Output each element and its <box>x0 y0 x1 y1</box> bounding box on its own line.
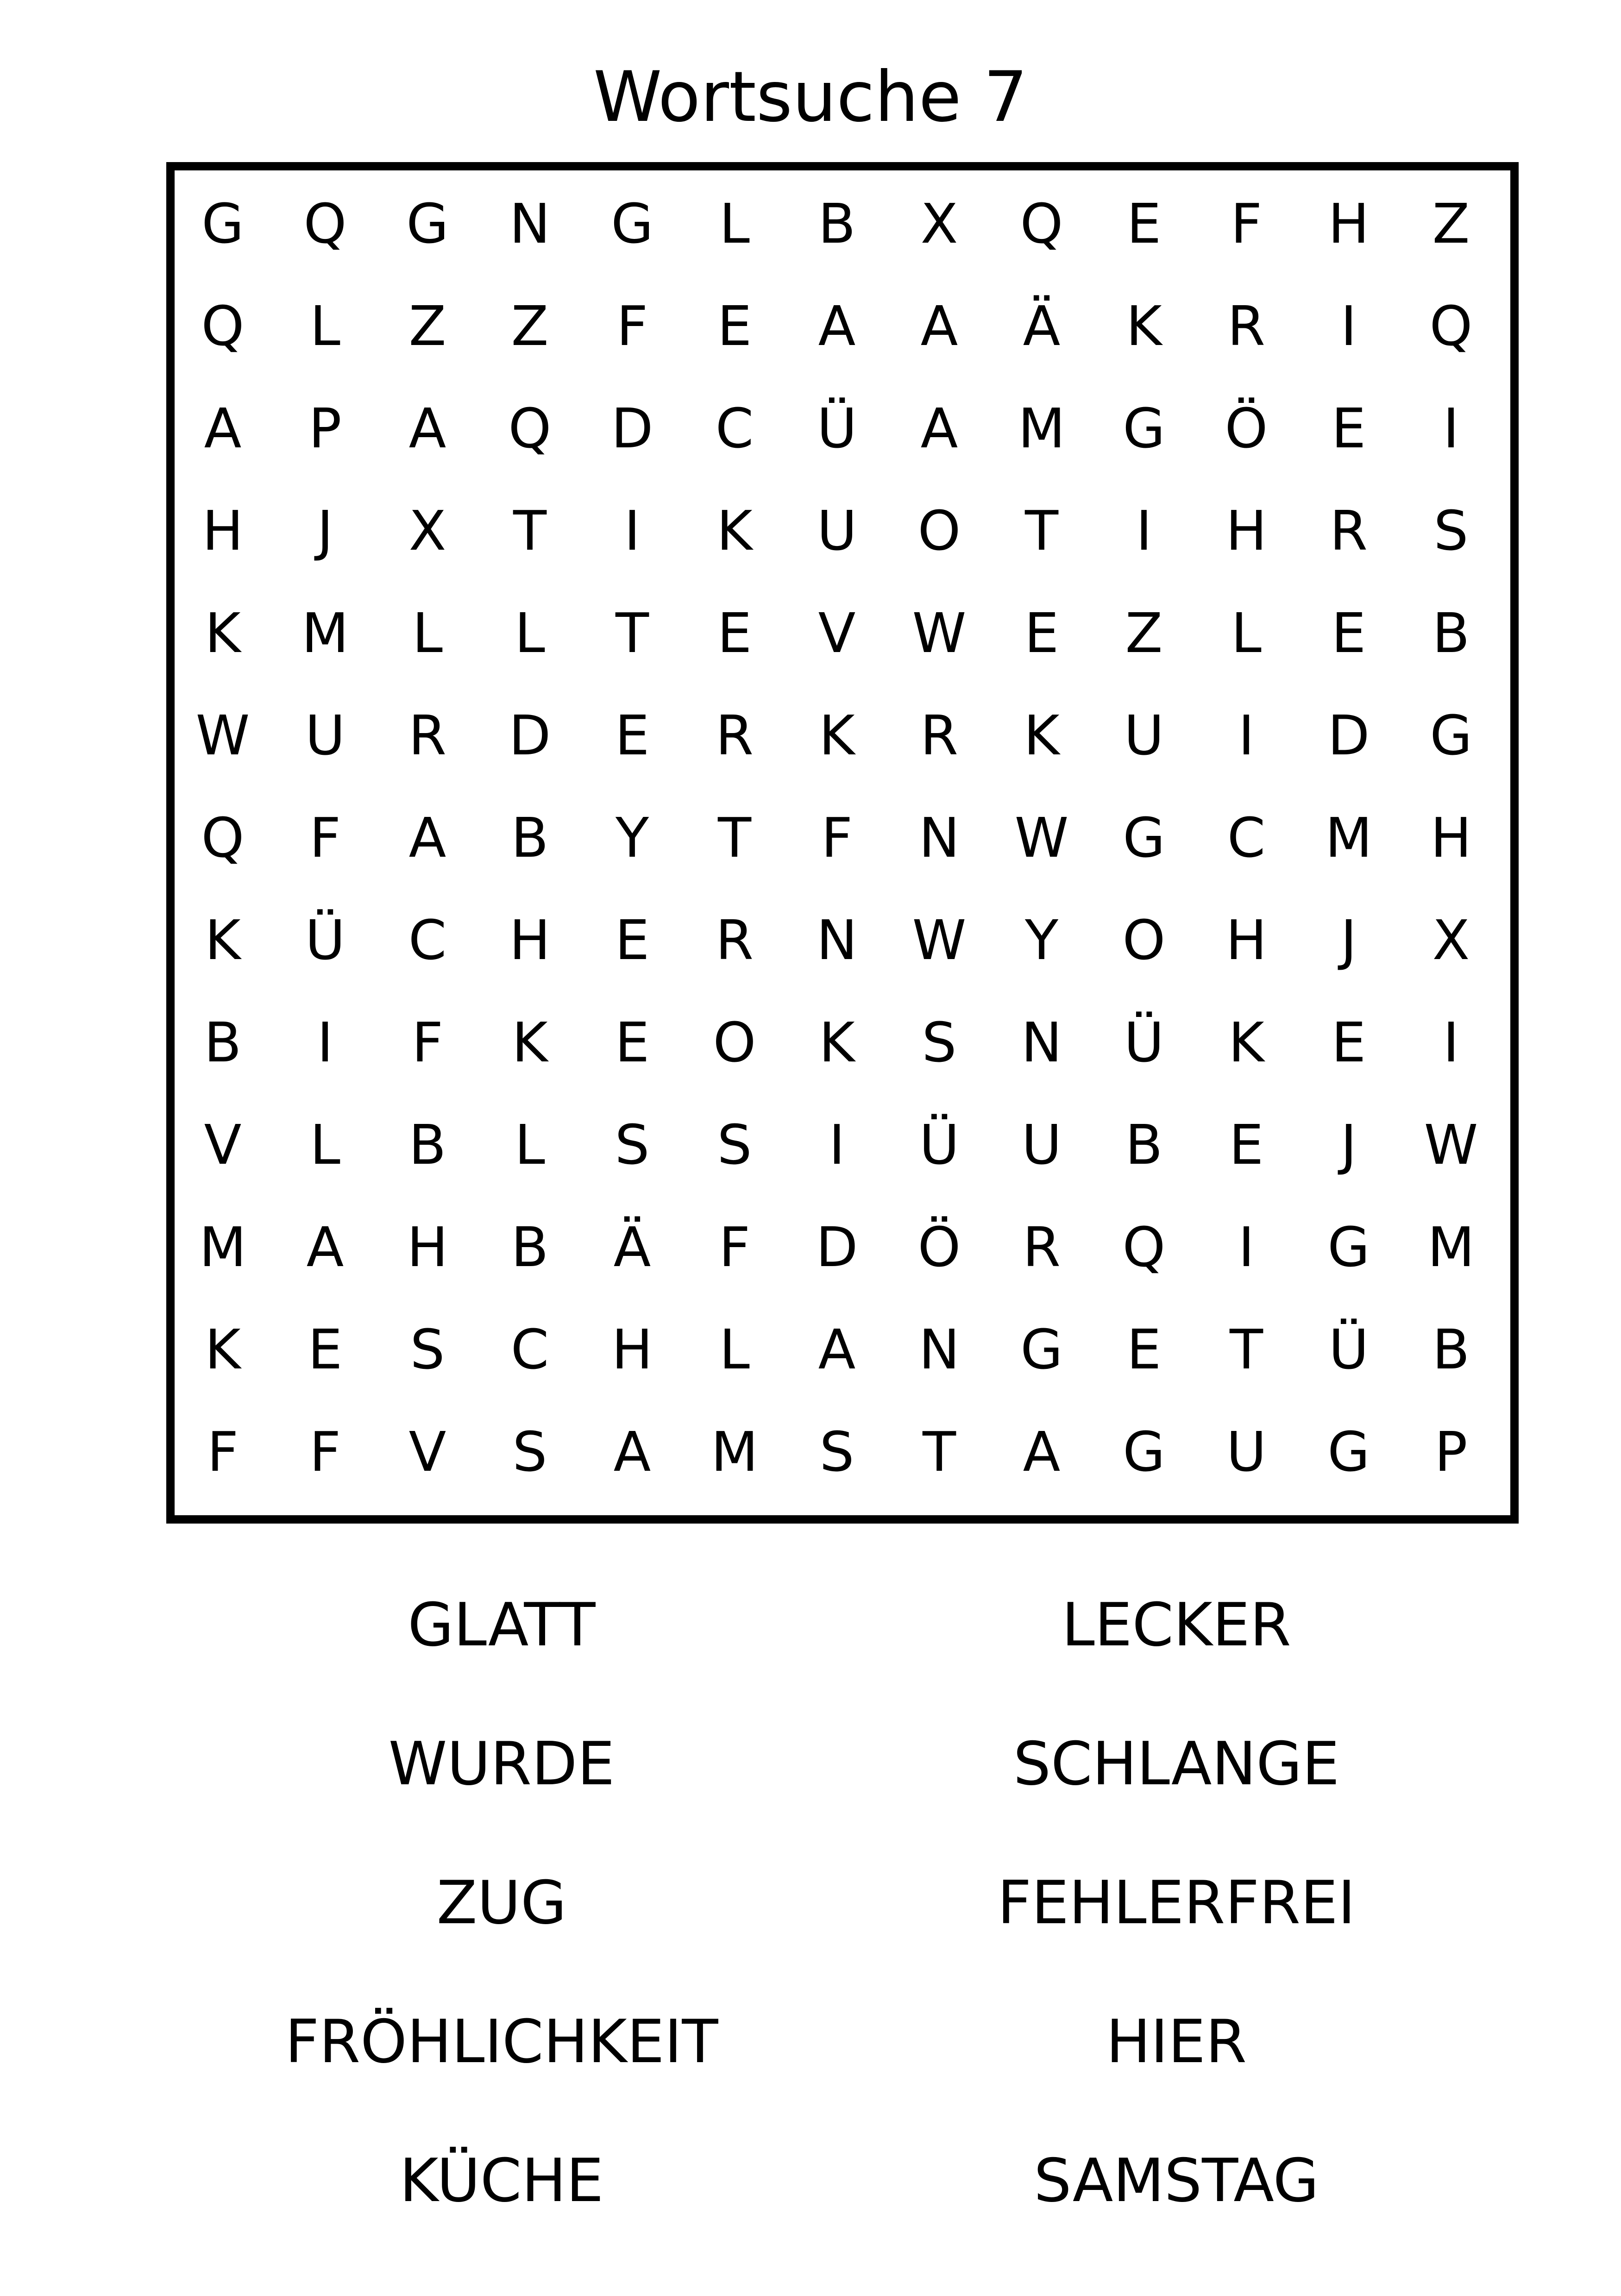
grid-cell: G <box>1123 1420 1165 1484</box>
grid-cell: I <box>1238 703 1255 767</box>
grid-cell: Q <box>201 806 245 870</box>
grid-cell: K <box>205 1317 241 1381</box>
grid-cell: R <box>716 703 754 767</box>
grid-cell: R <box>408 703 446 767</box>
grid-cell: G <box>611 192 653 256</box>
grid-cell: E <box>615 908 650 972</box>
grid-cell: Z <box>408 294 446 358</box>
grid-cell: R <box>1330 499 1368 563</box>
page-title: Wortsuche 7 <box>593 57 1028 138</box>
grid-cell: E <box>1126 1317 1162 1381</box>
grid-cell: U <box>1124 703 1164 767</box>
grid-cell: K <box>512 1010 548 1074</box>
grid-cell: X <box>920 192 958 256</box>
grid-cell: N <box>918 806 960 870</box>
grid-cell: B <box>511 806 549 870</box>
grid-cell: H <box>202 499 244 563</box>
grid-cell: E <box>717 601 752 665</box>
grid-cell: Ü <box>1328 1317 1369 1381</box>
grid-cell: K <box>819 703 855 767</box>
grid-cell: P <box>1434 1420 1468 1484</box>
grid-cell: E <box>1331 396 1366 460</box>
grid-cell: O <box>917 499 961 563</box>
grid-cell: D <box>611 396 653 460</box>
grid-cell: F <box>821 806 853 870</box>
grid-cell: G <box>406 192 449 256</box>
grid-cell: I <box>1443 396 1459 460</box>
grid-cell: Ü <box>919 1113 960 1177</box>
grid-cell: H <box>509 908 551 972</box>
grid-cell: E <box>615 1010 650 1074</box>
grid-cell: L <box>719 192 750 256</box>
grid-cell: W <box>912 601 967 665</box>
grid-cell: H <box>1430 806 1472 870</box>
grid-cell: L <box>719 1317 750 1381</box>
grid-cell: M <box>1325 806 1372 870</box>
grid-cell: Z <box>1125 601 1163 665</box>
grid-cell: B <box>1125 1113 1163 1177</box>
grid-cell: K <box>1126 294 1162 358</box>
grid-cell: F <box>719 1215 750 1279</box>
grid-cell: I <box>317 1010 333 1074</box>
word-list-item: SAMSTAG <box>1034 2146 1319 2215</box>
grid-cell: I <box>624 499 641 563</box>
grid-cell: A <box>818 1317 856 1381</box>
grid-cell: A <box>306 1215 344 1279</box>
grid-cell: F <box>207 1420 239 1484</box>
grid-cell: S <box>410 1317 445 1381</box>
grid-cell: O <box>1122 908 1166 972</box>
grid-cell: T <box>717 806 752 870</box>
grid-cell: T <box>615 601 649 665</box>
grid-cell: E <box>615 703 650 767</box>
grid-cell: C <box>510 1317 549 1381</box>
grid-cell: H <box>1328 192 1370 256</box>
grid-cell: F <box>1231 192 1262 256</box>
grid-cell: W <box>1014 806 1069 870</box>
word-list-item: WURDE <box>388 1730 615 1799</box>
grid-cell: W <box>912 908 967 972</box>
grid-cell: M <box>302 601 349 665</box>
grid-cell: Q <box>1020 192 1063 256</box>
grid-cell: T <box>922 1420 956 1484</box>
grid-cell: N <box>918 1317 960 1381</box>
grid-cell: C <box>1227 806 1266 870</box>
grid-cell: K <box>1024 703 1060 767</box>
grid-cell: I <box>1443 1010 1459 1074</box>
grid-cell: J <box>317 499 333 563</box>
grid-cell: H <box>611 1317 653 1381</box>
grid-cell: K <box>205 601 241 665</box>
grid-cell: D <box>816 1215 858 1279</box>
grid-cell: L <box>515 1113 545 1177</box>
grid-cell: D <box>509 703 551 767</box>
grid-cell: H <box>407 1215 448 1279</box>
grid-cell: Ö <box>917 1215 961 1279</box>
grid-cell: S <box>819 1420 854 1484</box>
grid-cell: N <box>509 192 551 256</box>
grid-cell: T <box>1024 499 1059 563</box>
grid-cell: Z <box>1432 192 1470 256</box>
grid-cell: X <box>1432 908 1470 972</box>
grid-cell: G <box>1123 806 1165 870</box>
grid-cell: G <box>201 192 244 256</box>
grid-cell: Q <box>201 294 245 358</box>
grid-cell: H <box>1225 908 1267 972</box>
grid-cell: K <box>205 908 241 972</box>
grid-cell: N <box>1021 1010 1062 1074</box>
grid-cell: L <box>310 1113 340 1177</box>
grid-cell: P <box>308 396 342 460</box>
grid-cell: E <box>717 294 752 358</box>
grid-cell: X <box>408 499 446 563</box>
grid-cell: Q <box>1122 1215 1166 1279</box>
grid-cell: U <box>817 499 857 563</box>
grid-cell: L <box>1231 601 1262 665</box>
grid-cell: A <box>920 294 958 358</box>
grid-cell: W <box>195 703 250 767</box>
grid-cell: H <box>1225 499 1267 563</box>
grid-cell: M <box>711 1420 758 1484</box>
grid-cell: A <box>1023 1420 1061 1484</box>
grid-cell: R <box>1023 1215 1061 1279</box>
grid-cell: N <box>816 908 858 972</box>
grid-cell: M <box>1427 1215 1475 1279</box>
grid-cell: A <box>818 294 856 358</box>
grid-cell: J <box>1340 908 1357 972</box>
grid-cell: G <box>1430 703 1472 767</box>
grid-cell: Q <box>1429 294 1473 358</box>
grid-cell: K <box>716 499 753 563</box>
grid-cell: D <box>1327 703 1370 767</box>
grid-cell: F <box>309 806 341 870</box>
grid-cell: L <box>515 601 545 665</box>
grid-cell: M <box>199 1215 246 1279</box>
grid-cell: F <box>412 1010 443 1074</box>
grid-cell: W <box>1424 1113 1478 1177</box>
grid-cell: A <box>204 396 242 460</box>
word-list-item: LECKER <box>1062 1591 1291 1660</box>
grid-cell: Z <box>511 294 549 358</box>
grid-cell: S <box>922 1010 957 1074</box>
grid-cell: M <box>1018 396 1065 460</box>
grid-cell: Ü <box>1124 1010 1164 1074</box>
word-list-item: GLATT <box>408 1591 596 1660</box>
grid-cell: B <box>1432 601 1470 665</box>
grid-cell: A <box>408 806 446 870</box>
grid-cell: B <box>818 192 856 256</box>
grid-cell: E <box>308 1317 343 1381</box>
grid-cell: B <box>1432 1317 1470 1381</box>
grid-cell: F <box>616 294 648 358</box>
grid-cell: B <box>204 1010 242 1074</box>
grid-cell: Ä <box>613 1215 651 1279</box>
grid-cell: J <box>1340 1113 1357 1177</box>
grid-cell: U <box>1226 1420 1267 1484</box>
grid-cell: G <box>1327 1420 1370 1484</box>
grid-cell: K <box>1228 1010 1264 1074</box>
grid-cell: L <box>310 294 340 358</box>
grid-cell: T <box>513 499 547 563</box>
grid-cell: U <box>305 703 346 767</box>
word-list-item: SCHLANGE <box>1013 1730 1340 1799</box>
grid-cell: E <box>1229 1113 1264 1177</box>
grid-cell: G <box>1123 396 1165 460</box>
grid-cell: E <box>1331 601 1366 665</box>
grid-cell: K <box>819 1010 855 1074</box>
grid-cell: E <box>1024 601 1059 665</box>
grid-cell: A <box>408 396 446 460</box>
grid-cell: E <box>1126 192 1162 256</box>
word-list-item: FEHLERFREI <box>997 1869 1356 1938</box>
grid-cell: I <box>1238 1215 1255 1279</box>
grid-cell: Y <box>615 806 649 870</box>
grid-cell: Q <box>303 192 347 256</box>
word-list-item: KÜCHE <box>399 2146 604 2215</box>
grid-cell: Ü <box>305 908 346 972</box>
grid-cell: F <box>309 1420 341 1484</box>
grid-cell: R <box>1227 294 1265 358</box>
grid-cell: B <box>408 1113 446 1177</box>
grid-cell: T <box>1229 1317 1263 1381</box>
word-list-item: ZUG <box>436 1869 567 1938</box>
grid-cell: I <box>1340 294 1357 358</box>
grid-cell: Ö <box>1225 396 1268 460</box>
grid-cell: V <box>204 1113 242 1177</box>
grid-cell: G <box>1327 1215 1370 1279</box>
grid-cell: A <box>920 396 958 460</box>
grid-cell: A <box>613 1420 651 1484</box>
grid-cell: O <box>713 1010 756 1074</box>
word-list-item: HIER <box>1106 2007 1247 2076</box>
grid-cell: Ä <box>1023 294 1061 358</box>
grid-cell: B <box>511 1215 549 1279</box>
grid-cell: S <box>615 1113 650 1177</box>
grid-cell: V <box>818 601 856 665</box>
grid-cell: V <box>408 1420 446 1484</box>
grid-cell: S <box>1433 499 1469 563</box>
grid-cell: Y <box>1024 908 1059 972</box>
grid-cell: R <box>716 908 754 972</box>
grid-cell: S <box>512 1420 547 1484</box>
grid-cell: E <box>1331 1010 1366 1074</box>
grid-cell: Ü <box>817 396 857 460</box>
grid-cell: L <box>412 601 443 665</box>
grid-cell: U <box>1021 1113 1062 1177</box>
grid-cell: R <box>920 703 958 767</box>
grid-cell: I <box>1136 499 1152 563</box>
grid-cell: I <box>829 1113 845 1177</box>
word-list-item: FRÖHLICHKEIT <box>285 2007 718 2076</box>
grid-cell: C <box>408 908 447 972</box>
grid-cell: Q <box>508 396 552 460</box>
grid-cell: G <box>1020 1317 1063 1381</box>
grid-cell: C <box>715 396 754 460</box>
grid-cell: S <box>717 1113 752 1177</box>
